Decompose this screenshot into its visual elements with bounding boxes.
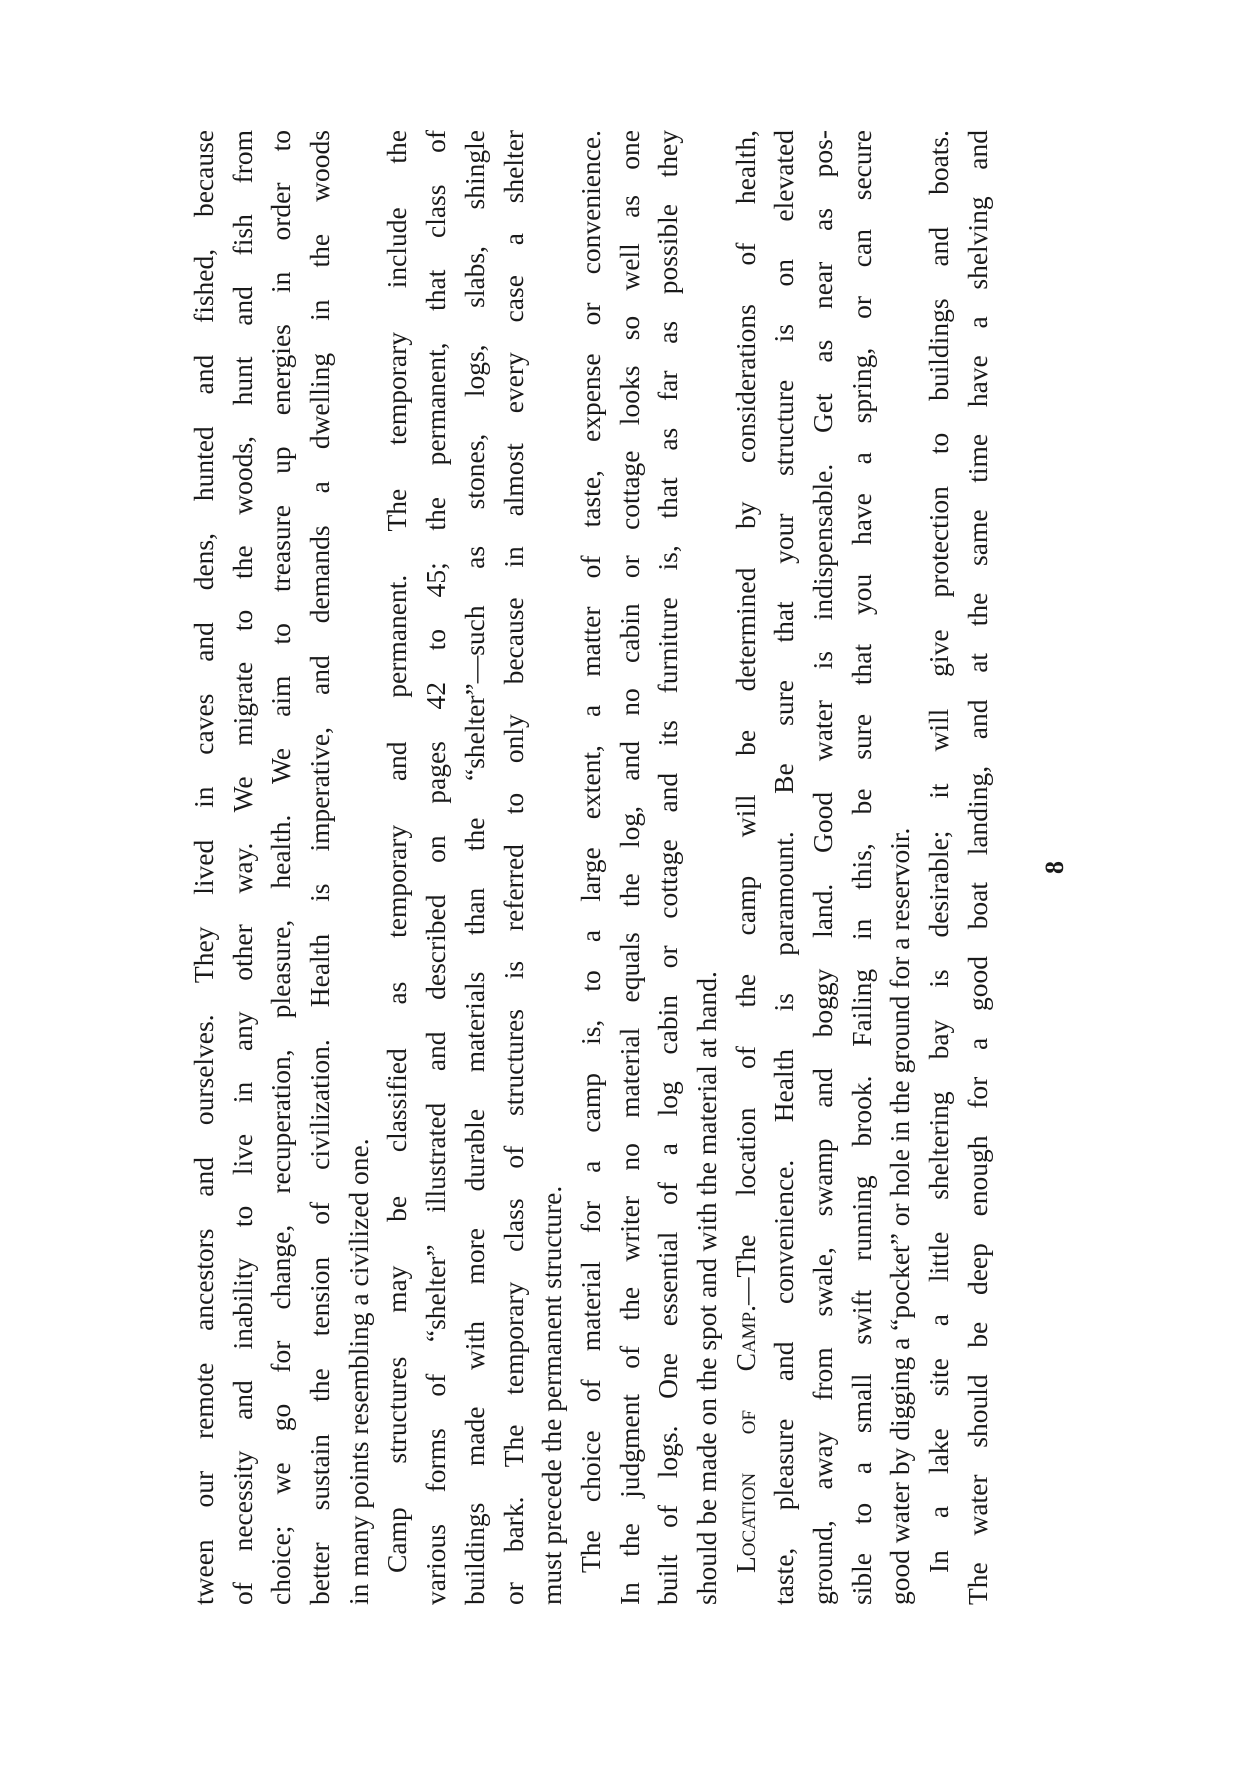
text-line bbox=[301, 130, 340, 1605]
line-text: or bark. The temporary class of structures is referred to only because in almost every case a shelter bbox=[497, 130, 529, 1605]
line-text: should be made on the spot and with the material at hand. bbox=[690, 971, 722, 1605]
text-line bbox=[649, 130, 688, 1605]
line-text: in many points resembling a civilized one. bbox=[342, 1138, 374, 1605]
text-line bbox=[804, 130, 843, 1605]
line-text: taste, pleasure and convenience. Health is paramount. Be sure that your structure is on elevated bbox=[768, 130, 800, 1605]
text-line bbox=[185, 130, 224, 1605]
line-text: of necessity and inability to live in any other way. We migrate to the woods, hunt and fish from bbox=[226, 130, 258, 1605]
text-line bbox=[378, 130, 417, 1605]
text-line bbox=[495, 130, 534, 1605]
line-text: sible to a small swift running brook. Failing in this, be sure that you have a spring, or can secure bbox=[845, 130, 877, 1605]
text-line bbox=[765, 130, 804, 1605]
text-line bbox=[572, 130, 611, 1605]
line-text: must precede the permanent structure. bbox=[536, 1185, 568, 1605]
body-text bbox=[185, 130, 997, 1605]
text-line bbox=[456, 130, 495, 1605]
text-line bbox=[417, 130, 456, 1605]
page-number: 8 bbox=[1040, 861, 1069, 874]
line-text: —The location of the camp will be determined by considerations of health, bbox=[729, 129, 761, 1305]
text-line bbox=[843, 130, 882, 1605]
line-text: better sustain the tension of civilization. Health is imperative, and demands a dwelling in the woods bbox=[304, 130, 336, 1605]
text-line bbox=[688, 130, 727, 1605]
line-text: In the judgment of the writer no material equals the log, and no cabin or cottage looks so well as one bbox=[613, 130, 645, 1605]
rotated-content bbox=[185, 130, 1105, 1605]
line-text: The choice of material for a camp is, to a large extent, a matter of taste, expense or convenience. bbox=[574, 130, 606, 1573]
line-text: The water should be deep enough for a good boat landing, and at the same time have a shelving and bbox=[961, 130, 993, 1605]
line-text: various forms of “shelter” illustrated and described on pages 42 to 45; the permanent, that class of bbox=[420, 130, 452, 1605]
text-line bbox=[224, 130, 263, 1605]
text-line bbox=[533, 130, 572, 1605]
text-line bbox=[959, 130, 998, 1605]
section-heading: Location of Camp. bbox=[729, 1304, 761, 1573]
text-line bbox=[727, 130, 766, 1605]
line-text: ground, away from swale, swamp and boggy land. Good water is indispensable. Get as near as pos- bbox=[807, 130, 838, 1605]
line-text: tween our remote ancestors and ourselves. They lived in caves and dens, hunted and fished, because bbox=[188, 130, 219, 1605]
line-text: Camp structures may be classified as temporary and permanent. The temporary include the bbox=[381, 130, 413, 1573]
text-line bbox=[881, 130, 920, 1605]
line-text: good water by digging a “pocket” or hole in the ground for a reservoir. bbox=[884, 827, 916, 1605]
line-text: In a lake site a little sheltering bay is desirable; it will give protection to buildings and boats. bbox=[923, 130, 955, 1573]
line-text: choice; we go for change, recuperation, pleasure, health. We aim to treasure up energies in order to bbox=[265, 130, 297, 1605]
text-line bbox=[920, 130, 959, 1605]
line-text: built of logs. One essential of a log cabin or cottage and its furniture is, that as far as possible they bbox=[652, 130, 684, 1605]
text-line bbox=[340, 130, 379, 1605]
text-line bbox=[262, 130, 301, 1605]
line-text: buildings made with more durable materials than the “shelter”—such as stones, logs, slabs, shingle bbox=[458, 130, 490, 1605]
text-line bbox=[611, 130, 650, 1605]
